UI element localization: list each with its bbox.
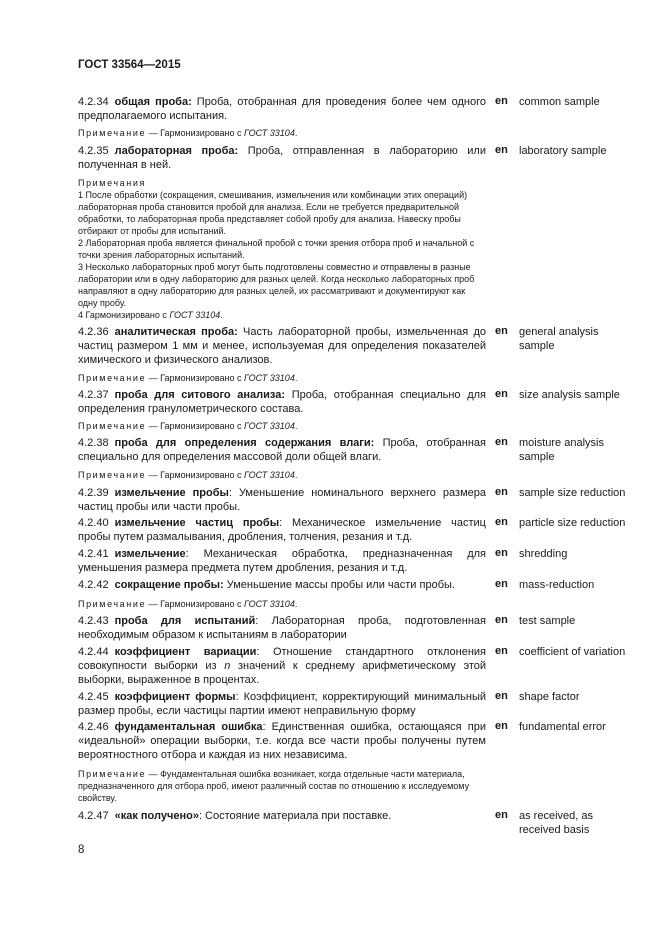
english-equivalent: shredding xyxy=(519,548,568,560)
lang-code: en xyxy=(495,436,508,448)
term-entry-4-2-42: 4.2.42 сокращение пробы: Уменьшение массы пробы или части пробы. xyxy=(78,579,455,591)
page-number: 8 xyxy=(78,844,85,856)
note: Примечание — Гармонизировано с ГОСТ 33104. xyxy=(78,599,298,609)
note-item: 2 Лабораторная проба является финальной пробой с точки зрения отбора проб и начальной с точки зрения лабораторных испытаний. xyxy=(78,238,475,260)
term-entry-4-2-40: 4.2.40 измельчение частиц пробы: Механическое измельчение частиц пробы путем размалывания, дробления, толчения, резания и т.д. xyxy=(78,517,486,543)
lang-code: en xyxy=(495,547,508,559)
english-equivalent: as received, as received basis xyxy=(519,810,593,836)
note-item: 3 Несколько лабораторных проб могут быть подготовлены совместно и отправлены в разные лаборатории или в одну лабораторию для разных целей. Когда несколько лабораторных проб направляют в одну лабораторию для разных целей, их рассматривают и документируют как одну пробу. xyxy=(78,262,475,308)
english-equivalent: particle size reduction xyxy=(519,517,626,529)
term-entry-4-2-36: 4.2.36 аналитическая проба: Часть лабораторной пробы, измельченная до частиц размером 1 мм и менее, используемая для определения показателей химического и физического анализов. xyxy=(78,326,487,366)
english-equivalent: coefficient of variation xyxy=(519,646,626,658)
term-entry-4-2-35: 4.2.35 лабораторная проба: Проба, отправленная в лабораторию или полученная в ней. xyxy=(78,145,486,171)
lang-code: en xyxy=(495,486,508,498)
lang-code: en xyxy=(495,388,508,400)
english-equivalent: moisture analysis sample xyxy=(519,437,604,463)
term-entry-4-2-41: 4.2.41 измельчение: Механическая обработка, предназначенная для уменьшения размера предмета путем дробления, резания и т.д. xyxy=(78,548,486,574)
notes-block xyxy=(78,177,486,321)
lang-code: en xyxy=(495,578,508,590)
lang-code: en xyxy=(495,809,508,821)
lang-code: en xyxy=(495,720,508,732)
document-header: ГОСТ 33564—2015 xyxy=(78,59,181,71)
lang-code: en xyxy=(495,516,508,528)
lang-code: en xyxy=(495,614,508,626)
lang-code: en xyxy=(495,144,508,156)
lang-code: en xyxy=(495,325,508,337)
note: Примечание — Фундаментальная ошибка возникает, когда отдельные части материала, предназначенного для отбора проб, имеют различный состав по отношению к исследуемому свойству. xyxy=(78,769,470,803)
note: Примечание — Гармонизировано с ГОСТ 33104. xyxy=(78,470,298,480)
term-entry-4-2-37: 4.2.37 проба для ситового анализа: Проба, отобранная специально для определения гранулометрического состава. xyxy=(78,389,487,415)
lang-code: en xyxy=(495,690,508,702)
term-entry-4-2-39: 4.2.39 измельчение пробы: Уменьшение номинального верхнего размера частиц пробы или части пробы. xyxy=(78,487,486,513)
term-entry-4-2-47: 4.2.47 «как получено»: Состояние материала при поставке. xyxy=(78,810,392,822)
lang-code: en xyxy=(495,95,508,107)
notes-heading: Примечания xyxy=(78,178,146,188)
english-equivalent: laboratory sample xyxy=(519,145,607,157)
note: Примечание — Гармонизировано с ГОСТ 33104. xyxy=(78,373,298,383)
english-equivalent: size analysis sample xyxy=(519,389,620,401)
english-equivalent: fundamental error xyxy=(519,721,606,733)
term-entry-4-2-34: 4.2.34 общая проба: Проба, отобранная для проведения более чем одного предполагаемого испытания. xyxy=(78,96,486,122)
note-item: 1 После обработки (сокращения, смешивания, измельчения или комбинации этих операций) лабораторная проба становится пробой для анализа. Если не требуется предварительной обработки, то лабораторная проба представляет собой пробу для анализа. Навеску пробы отбирают от пробы для испытаний. xyxy=(78,190,468,236)
note-item: 4 Гармонизировано с ГОСТ 33104. xyxy=(78,310,223,320)
english-equivalent: general analysis sample xyxy=(519,326,599,352)
term-entry-4-2-46: 4.2.46 фундаментальная ошибка: Единственная ошибка, остающаяся при «идеальной» операции выборки, т.е. когда все части пробы получены путем вероятностного отбора и каждая из них независима. xyxy=(78,721,486,761)
english-equivalent: shape factor xyxy=(519,691,580,703)
note: Примечание — Гармонизировано с ГОСТ 33104. xyxy=(78,421,298,431)
english-equivalent: mass-reduction xyxy=(519,579,595,591)
english-equivalent: common sample xyxy=(519,96,600,108)
english-equivalent: sample size reduction xyxy=(519,487,626,499)
term-entry-4-2-38: 4.2.38 проба для определения содержания влаги: Проба, отобранная специально для определения массовой доли общей влаги. xyxy=(78,437,486,463)
english-equivalent: test sample xyxy=(519,615,576,627)
note: Примечание — Гармонизировано с ГОСТ 33104. xyxy=(78,128,298,138)
lang-code: en xyxy=(495,645,508,657)
term-entry-4-2-44: 4.2.44 коэффициент вариации: Отношение стандартного отклонения совокупности выборки из n значений к среднему арифметическому этой выборки, выраженное в процентах. xyxy=(78,646,487,686)
term-entry-4-2-45: 4.2.45 коэффициент формы: Коэффициент, корректирующий минимальный размер пробы, если частицы партии имеют неправильную форму xyxy=(78,691,486,717)
term-entry-4-2-43: 4.2.43 проба для испытаний: Лабораторная проба, подготовленная необходимым образом к испытаниям в лаборатории xyxy=(78,615,486,641)
